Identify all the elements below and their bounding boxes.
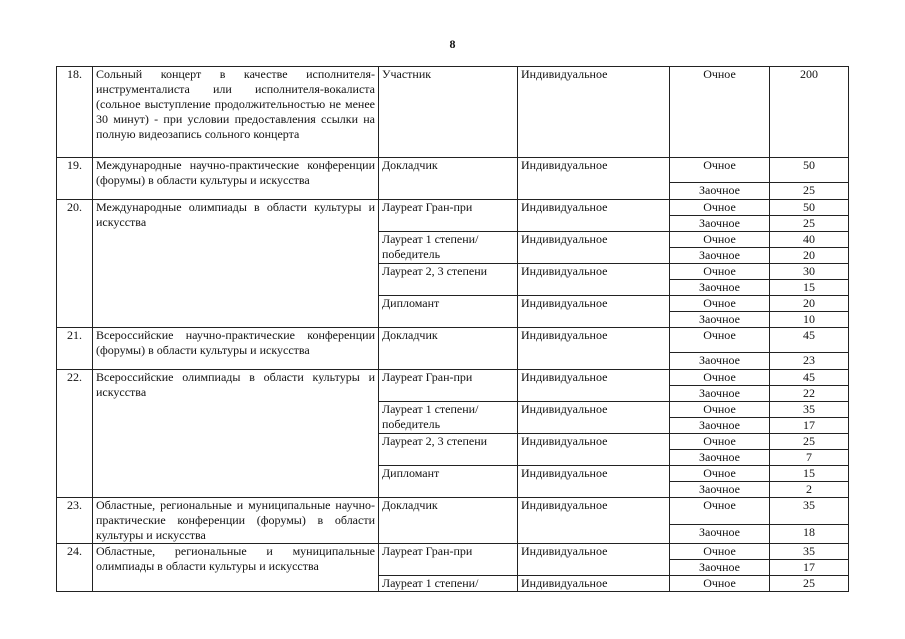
participation-role: Участник bbox=[379, 67, 518, 158]
points-value: 20 bbox=[770, 248, 849, 264]
points-value: 50 bbox=[770, 200, 849, 216]
participation-role: Лауреат 1 степени/ bbox=[379, 576, 518, 592]
table-row bbox=[57, 370, 849, 386]
activity-name: Областные, региональные и муниципальные научно-практические конференции (форумы) в области культуры и искусства bbox=[93, 498, 379, 544]
table-body bbox=[57, 67, 849, 592]
participation-form: Очное bbox=[670, 402, 770, 418]
activity-name: Международные олимпиады в области культуры и искусства bbox=[93, 200, 379, 328]
points-value: 2 bbox=[770, 482, 849, 498]
points-value: 25 bbox=[770, 576, 849, 592]
participation-role: Докладчик bbox=[379, 328, 518, 370]
table-row bbox=[57, 328, 849, 353]
points-value: 18 bbox=[770, 525, 849, 544]
table-row bbox=[57, 158, 849, 183]
participation-role: Дипломант bbox=[379, 466, 518, 498]
participation-role: Лауреат Гран-при bbox=[379, 544, 518, 576]
participation-type: Индивидуальное bbox=[518, 498, 670, 544]
participation-form: Заочное bbox=[670, 418, 770, 434]
points-value: 25 bbox=[770, 434, 849, 450]
participation-type: Индивидуальное bbox=[518, 328, 670, 370]
points-value: 15 bbox=[770, 280, 849, 296]
activity-name: Областные, региональные и муниципальные олимпиады в области культуры и искусства bbox=[93, 544, 379, 592]
participation-form: Очное bbox=[670, 544, 770, 560]
participation-role: Лауреат 2, 3 степени bbox=[379, 264, 518, 296]
participation-role: Лауреат 1 степени/ победитель bbox=[379, 402, 518, 434]
points-value: 20 bbox=[770, 296, 849, 312]
points-value: 50 bbox=[770, 158, 849, 183]
participation-form: Заочное bbox=[670, 353, 770, 370]
participation-type: Индивидуальное bbox=[518, 434, 670, 466]
participation-form: Заочное bbox=[670, 280, 770, 296]
item-number: 21. bbox=[57, 328, 93, 370]
achievements-table bbox=[56, 66, 849, 592]
participation-form: Очное bbox=[670, 200, 770, 216]
participation-type: Индивидуальное bbox=[518, 200, 670, 232]
participation-role: Докладчик bbox=[379, 158, 518, 200]
item-number: 24. bbox=[57, 544, 93, 592]
participation-form: Заочное bbox=[670, 386, 770, 402]
points-value: 22 bbox=[770, 386, 849, 402]
participation-role: Докладчик bbox=[379, 498, 518, 544]
participation-type: Индивидуальное bbox=[518, 296, 670, 328]
participation-form: Очное bbox=[670, 296, 770, 312]
participation-form: Очное bbox=[670, 67, 770, 158]
participation-type: Индивидуальное bbox=[518, 67, 670, 158]
participation-form: Заочное bbox=[670, 450, 770, 466]
points-value: 17 bbox=[770, 418, 849, 434]
participation-form: Очное bbox=[670, 370, 770, 386]
participation-role: Лауреат 2, 3 степени bbox=[379, 434, 518, 466]
points-value: 45 bbox=[770, 328, 849, 353]
points-value: 17 bbox=[770, 560, 849, 576]
participation-role: Лауреат Гран-при bbox=[379, 200, 518, 232]
table-row bbox=[57, 67, 849, 158]
participation-form: Заочное bbox=[670, 216, 770, 232]
table-row bbox=[57, 200, 849, 216]
table-row bbox=[57, 544, 849, 560]
participation-type: Индивидуальное bbox=[518, 466, 670, 498]
participation-type: Индивидуальное bbox=[518, 370, 670, 402]
participation-form: Очное bbox=[670, 264, 770, 280]
participation-form: Очное bbox=[670, 576, 770, 592]
participation-type: Индивидуальное bbox=[518, 264, 670, 296]
points-value: 30 bbox=[770, 264, 849, 280]
participation-type: Индивидуальное bbox=[518, 402, 670, 434]
activity-name: Международные научно-практические конференции (форумы) в области культуры и искусства bbox=[93, 158, 379, 200]
participation-form: Очное bbox=[670, 232, 770, 248]
item-number: 18. bbox=[57, 67, 93, 158]
participation-type: Индивидуальное bbox=[518, 544, 670, 576]
points-value: 25 bbox=[770, 216, 849, 232]
points-value: 15 bbox=[770, 466, 849, 482]
participation-role: Лауреат 1 степени/ победитель bbox=[379, 232, 518, 264]
points-value: 45 bbox=[770, 370, 849, 386]
participation-form: Заочное bbox=[670, 560, 770, 576]
item-number: 20. bbox=[57, 200, 93, 328]
activity-name: Всероссийские олимпиады в области культуры и искусства bbox=[93, 370, 379, 498]
item-number: 19. bbox=[57, 158, 93, 200]
activity-name: Сольный концерт в качестве исполнителя-инструменталиста или исполнителя-вокалиста (сольное выступление продолжительностью не менее 30 минут) - при условии предоставления ссылки на полную видеозапись сольного концерта bbox=[93, 67, 379, 158]
participation-form: Заочное bbox=[670, 248, 770, 264]
points-value: 40 bbox=[770, 232, 849, 248]
participation-form: Очное bbox=[670, 434, 770, 450]
points-value: 25 bbox=[770, 183, 849, 200]
points-value: 23 bbox=[770, 353, 849, 370]
participation-form: Очное bbox=[670, 158, 770, 183]
table-row bbox=[57, 498, 849, 525]
participation-role: Дипломант bbox=[379, 296, 518, 328]
points-value: 35 bbox=[770, 544, 849, 560]
points-value: 35 bbox=[770, 498, 849, 525]
participation-form: Заочное bbox=[670, 183, 770, 200]
participation-type: Индивидуальное bbox=[518, 576, 670, 592]
points-value: 7 bbox=[770, 450, 849, 466]
item-number: 22. bbox=[57, 370, 93, 498]
participation-form: Очное bbox=[670, 328, 770, 353]
participation-form: Очное bbox=[670, 498, 770, 525]
item-number: 23. bbox=[57, 498, 93, 544]
page-number: 8 bbox=[449, 37, 456, 51]
participation-type: Индивидуальное bbox=[518, 232, 670, 264]
participation-form: Заочное bbox=[670, 482, 770, 498]
participation-role: Лауреат Гран-при bbox=[379, 370, 518, 402]
activity-name: Всероссийские научно-практические конференции (форумы) в области культуры и искусства bbox=[93, 328, 379, 370]
participation-form: Очное bbox=[670, 466, 770, 482]
points-value: 200 bbox=[770, 67, 849, 158]
points-value: 10 bbox=[770, 312, 849, 328]
participation-type: Индивидуальное bbox=[518, 158, 670, 200]
participation-form: Заочное bbox=[670, 525, 770, 544]
participation-form: Заочное bbox=[670, 312, 770, 328]
points-value: 35 bbox=[770, 402, 849, 418]
